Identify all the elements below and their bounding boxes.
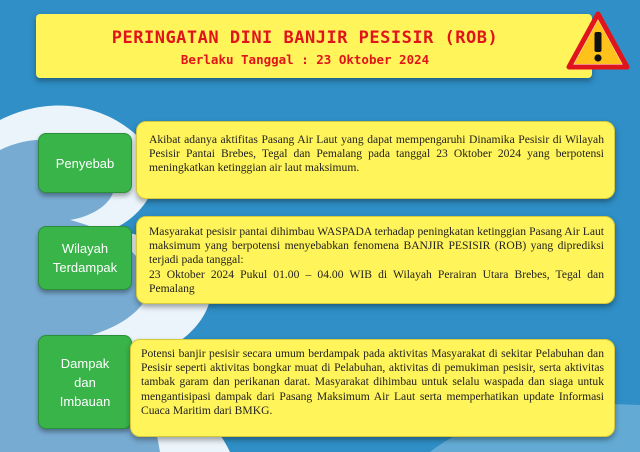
label-wilayah-terdampak bbox=[38, 226, 132, 290]
section-label: Penyebab bbox=[55, 155, 115, 171]
wilayah-text-2: 23 Oktober 2024 Pukul 01.00 – 04.00 WIB di Wilayah Perairan Utara Brebes, Tegal dan Pemalang bbox=[149, 267, 604, 295]
warning-icon bbox=[566, 10, 630, 72]
wilayah-text-1: Masyarakat pesisir pantai dihimbau WASPADA terhadap peningkatan ketinggian Pasang Air Laut maksimum yang berpotensi menyebabkan fenomena BANJIR PESISIR (ROB) yang diprediksi terjadi pada tanggal: bbox=[149, 225, 604, 267]
section-label: Wilayah Terdampak bbox=[52, 241, 118, 275]
validity-date: Berlaku Tanggal : 23 Oktober 2024 bbox=[180, 52, 430, 67]
penyebab-text: Akibat adanya aktifitas Pasang Air Laut yang dapat mempengaruhi Dinamika Pesisir di Wilayah Pesisir Pantai Brebes, Tegal dan Pemalang pada tanggal 23 Oktober 2024 yang berpotensi meningkatkan ketinggian air laut maksimum. bbox=[149, 133, 604, 175]
label-dampak-imbauan bbox=[38, 335, 132, 429]
page-title: PERINGATAN DINI BANJIR PESISIR (ROB) bbox=[111, 28, 499, 48]
dampak-text: Potensi banjir pesisir secara umum berdampak pada aktivitas Masyarakat di sekitar Pelabuhan dan Pesisir seperti aktivitas bongkar muat di Pelabuhan, aktivitas di pemukiman pesisir, serta aktivitas tambak garam dan perikanan darat. Masyarakat dihimbau untuk selalu waspada dan siaga untuk mengantisipasi dampak dari Pasang Maksimum Air Laut serta memperhatikan update Informasi Cuaca Maritim dari BMKG. bbox=[141, 347, 604, 417]
penyebab-panel bbox=[136, 121, 615, 199]
section-label: Dampak dan Imbauan bbox=[59, 355, 111, 409]
header-banner bbox=[36, 14, 592, 78]
wilayah-terdampak-panel bbox=[136, 216, 615, 304]
dampak-imbauan-panel bbox=[130, 339, 615, 437]
label-penyebab bbox=[38, 133, 132, 193]
